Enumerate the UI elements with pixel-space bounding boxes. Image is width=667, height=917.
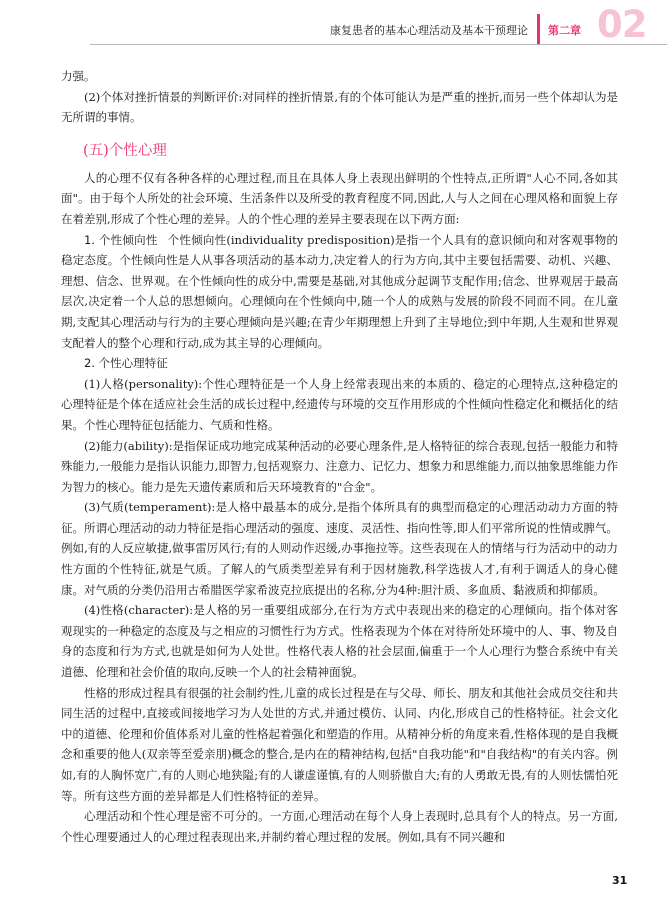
page-number: 31 [612, 874, 628, 887]
paragraph: (3)气质(temperament):是人格中最基本的成分,是指个体所具有的典型而稳定的心理活动动力方面的特征。所谓心理活动的动力特征是指心理活动的强度、速度、灵活性、指向性等,即人们平常所说的性情或脾气。例如,有的人反应敏捷,做事雷厉风行;有的人则动作迟缓,办事拖拉等。这些表现在人的情绪与行为活动中的动力性方面的个性特征,就是气质。了解人的气质类型差异有利于因材施教,科学选拔人才,有利于调适人的身心健康。对气质的分类仍沿用古希腊医学家希波克拉底提出的名称,分为4种:胆汁质、多血质、黏液质和抑郁质。 [61, 500, 618, 597]
paragraph: (2)个体对挫折情景的判断评价:对同样的挫折情景,有的个体可能认为是严重的挫折,而另一些个体却认为是无所谓的事情。 [61, 89, 618, 125]
header-rule [90, 44, 667, 45]
header-chapter-label: 第二章 [548, 24, 581, 37]
paragraph: (4)性格(character):是人格的另一重要组成部分,在行为方式中表现出来的稳定的心理倾向。指个体对客观现实的一种稳定的态度及与之相应的习惯性行为方式。性格表现为个体在对待所处环境中的人、事、物及自身的态度和行为方式,也就是如何为人处世。性格代表人格的社会层面,偏重于一个人心理行为整合系统中有关道德、伦理和社会价值的取向,反映一个人的社会精神面貌。 [61, 603, 618, 680]
page-header [0, 0, 667, 48]
paragraph: 心理活动和个性心理是密不可分的。一方面,心理活动在每个人身上表现时,总具有个人的特点。另一方面,个性心理要通过人的心理过程表现出来,并制约着心理过程的发展。例如,具有不同兴趣和 [61, 809, 618, 844]
subsection-title [61, 353, 618, 374]
header-accent-bar [537, 14, 540, 44]
page-body [61, 66, 618, 847]
paragraph: 人的心理不仅有各种各样的心理过程,而且在具体人身上表现出鲜明的个性特点,正所谓"人心不同,各如其面"。由于每个人所处的社会环境、生活条件以及所受的教育程度不同,因此,人与人之间在心理风格和面貌上存在着差别,形成了个性心理的差异。人的个性心理的差异主要表现在以下两方面: [61, 170, 618, 226]
paragraph [61, 230, 618, 354]
paragraph: 力强。 [61, 69, 96, 83]
subsection-title-text: 2. 个性心理特征 [84, 356, 168, 371]
paragraph: (1)人格(personality):个性心理特征是一个人身上经常表现出来的本质的、稳定的心理特点,这种稳定的心理特征是个体在适应社会生活的成长过程中,经遗传与环境的交互作用形成的个性倾向性稳定化和概括化的结果。个性心理特征包括能力、气质和性格。 [61, 376, 618, 432]
subsection-title: 1. 个性倾向性 [84, 232, 158, 247]
header-chapter-number: 02 [597, 3, 647, 46]
section-title: (五)个性心理 [83, 142, 167, 159]
paragraph: (2)能力(ability):是指保证成功地完成某种活动的必要心理条件,是人格特征的综合表现,包括一般能力和特殊能力,一般能力是指认识能力,即智力,包括观察力、注意力、记忆力、想象力和思维能力,而以抽象思维能力作为智力的核心。能力是先天遗传素质和后天环境教育的"合金"。 [61, 438, 618, 494]
header-book-title: 康复患者的基本心理活动及基本干预理论 [330, 24, 528, 37]
paragraph-text: 个性倾向性(individuality predisposition)是指一个人具有的意识倾向和对客观事物的稳定态度。个性倾向性是人从事各项活动的基本动力,决定着人的行为方向,其中主要包括需要、动机、兴趣、理想、信念、世界观。在个性倾向性的成分中,需要是基础,对其他成分起调节支配作用;信念、世界观居于最高层次,决定着一个人总的思想倾向。心理倾向在个性倾向中,随一个人的成熟与发展的阶段不同而不同。在儿童期,支配其心理活动与行为的主要心理倾向是兴趣;在青少年期理想上升到了主导地位;到中年期,人生观和世界观支配着人的整个心理和行动,成为其主导的心理倾向。 [61, 232, 618, 350]
paragraph: 性格的形成过程具有很强的社会制约性,儿童的成长过程是在与父母、师长、朋友和其他社会成员交往和共同生活的过程中,直接或间接地学习为人处世的方式,并通过模仿、认同、内化,形成自己的性格特征。社会文化中的道德、伦理和价值体系对儿童的性格起着强化和塑造的作用。从精神分析的角度来看,性格体现的是自我概念和重要的他人(双亲等至爱亲朋)概念的整合,是内在的精神结构,包括"自我功能"和"自我结构"的有关内容。例如,有的人胸怀宽广,有的人则心地狭隘;有的人谦虚谨慎,有的人则骄傲自大;有的人勇敢无畏,有的人则怯懦怕死等。所有这些方面的差异都是人们性格特征的差异。 [61, 685, 618, 803]
